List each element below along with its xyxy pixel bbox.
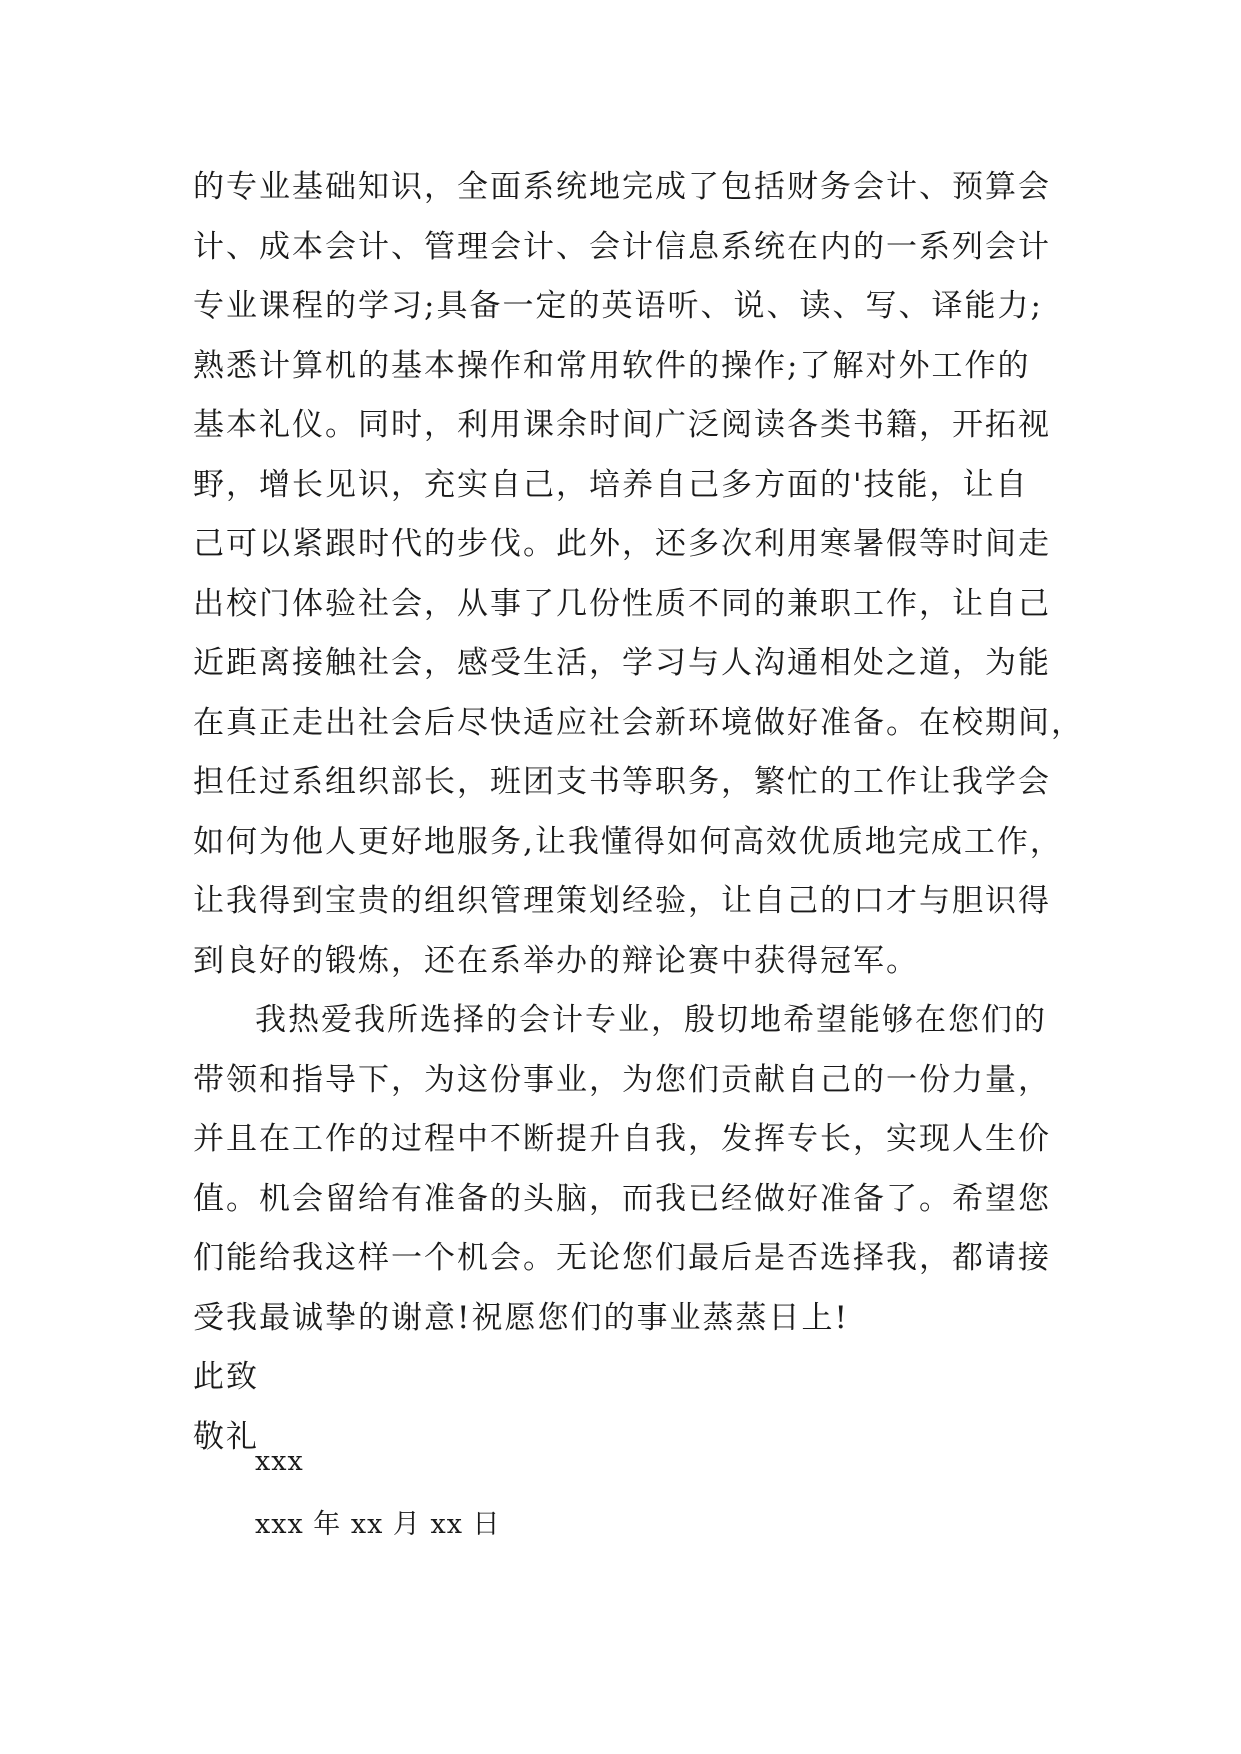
text-line: 受我最诚挚的谢意!祝愿您们的事业蒸蒸日上! bbox=[193, 1299, 849, 1336]
text-line: 在真正走出社会后尽快适应社会新环境做好准备。在校期间， bbox=[193, 704, 1084, 741]
letter-body bbox=[193, 158, 1084, 1467]
text-line: 专业课程的学习;具备一定的英语听、说、读、写、译能力; bbox=[193, 288, 1043, 324]
text-line: 野，增长见识，充实自己，培养自己多方面的'技能，让自 bbox=[193, 466, 1029, 503]
text-line: 到良好的锻炼，还在系举办的辩论赛中获得冠军。 bbox=[193, 942, 919, 979]
text-line: 计、成本会计、管理会计、会计信息系统在内的一系列会计 bbox=[193, 228, 1051, 265]
text-line: 基本礼仪。同时，利用课余时间广泛阅读各类书籍，开拓视 bbox=[193, 407, 1051, 443]
text-line: 的专业基础知识，全面系统地完成了包括财务会计、预算会 bbox=[193, 169, 1051, 205]
text-line: 己可以紧跟时代的步伐。此外，还多次利用寒暑假等时间走 bbox=[193, 526, 1051, 562]
signature-date: xxx 年 xx 月 xx 日 bbox=[255, 1509, 501, 1540]
closing-regards: 敬礼 bbox=[193, 1418, 259, 1455]
paragraph-aspiration bbox=[193, 991, 1073, 1348]
text-line: 让我得到宝贵的组织管理策划经验，让自己的口才与胆识得 bbox=[193, 883, 1051, 919]
closing-salutation: 此致 bbox=[193, 1359, 259, 1395]
text-line: 值。机会留给有准备的头脑，而我已经做好准备了。希望您 bbox=[193, 1180, 1051, 1217]
text-line: 担任过系组织部长，班团支书等职务，繁忙的工作让我学会 bbox=[193, 764, 1051, 800]
text-line: 们能给我这样一个机会。无论您们最后是否选择我，都请接 bbox=[193, 1240, 1051, 1276]
paragraph-education bbox=[193, 158, 1084, 991]
text-line: 并且在工作的过程中不断提升自我，发挥专长，实现人生价 bbox=[193, 1121, 1051, 1157]
signature-name: xxx bbox=[255, 1446, 304, 1477]
text-line: 熟悉计算机的基本操作和常用软件的操作;了解对外工作的 bbox=[193, 347, 1031, 384]
text-line: 带领和指导下，为这份事业，为您们贡献自己的一份力量， bbox=[193, 1061, 1051, 1098]
text-line: 如何为他人更好地服务,让我懂得如何高效优质地完成工作， bbox=[193, 823, 1063, 860]
text-line: 近距离接触社会，感受生活，学习与人沟通相处之道，为能 bbox=[193, 645, 1051, 681]
text-line: 出校门体验社会，从事了几份性质不同的兼职工作，让自己 bbox=[193, 585, 1051, 622]
text-line: 我热爱我所选择的会计专业，殷切地希望能够在您们的 bbox=[255, 1002, 1047, 1038]
